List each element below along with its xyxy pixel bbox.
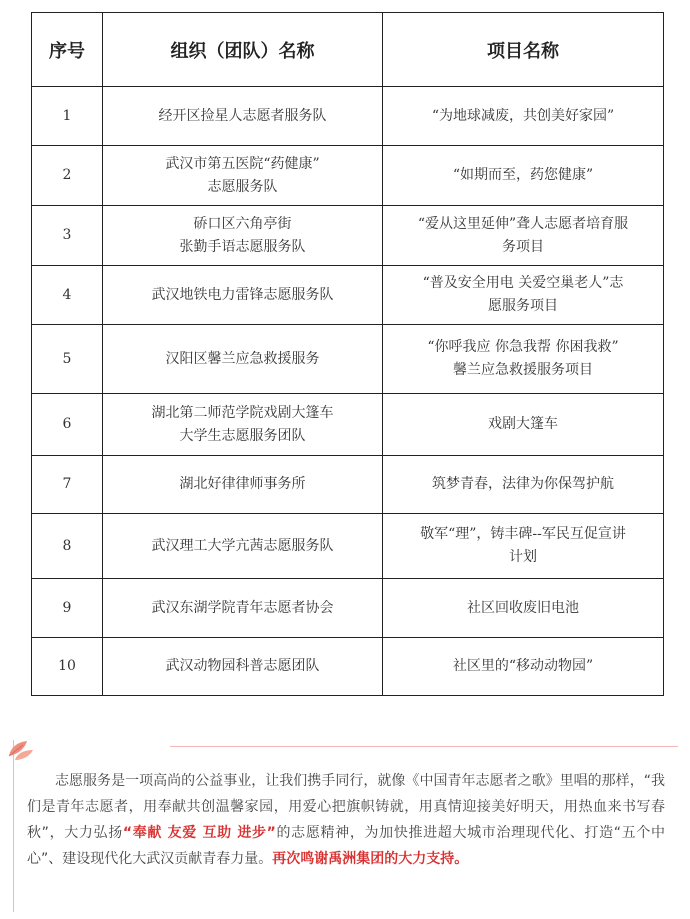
table-row (32, 456, 664, 514)
cell-number: 3 (32, 206, 103, 266)
cell-number: 4 (32, 266, 103, 325)
table-row (32, 514, 664, 579)
leaf-icon (5, 736, 35, 762)
note-text-part1: 志愿服务是一项高尚的公益事业，让我们携手同行，就像《中国青年志愿者之歌》里唱的那样，“我们是青年志愿者，用奉献共创温馨家园，用爱心把旗帜铸就，用真情迎接美好明天，用热血来书写春秋”，大力弘扬 (27, 773, 665, 841)
cell-number: 6 (32, 394, 103, 456)
cell-project: “你呼我应 你急我帮 你困我救” 馨兰应急救援服务项目 (383, 325, 664, 394)
note-text-part2: 的志愿精神，为加快推进超大城市治理现代化、打造“五个中心”、建设现代化大武汉贡献青春力量。 (27, 825, 665, 867)
cell-organization: 武汉地铁电力雷锋志愿服务队 (103, 266, 383, 325)
header-organization: 组织（团队）名称 (103, 13, 383, 87)
cell-number: 9 (32, 579, 103, 638)
note-thanks: 再次鸣谢禹洲集团的大力支持。 (272, 851, 469, 867)
header-project: 项目名称 (383, 13, 664, 87)
cell-project: 敬军“理”，铸丰碑--军民互促宣讲 计划 (383, 514, 664, 579)
note-slogan: “奉献 友爱 互助 进步” (122, 825, 276, 841)
cell-project: “如期而至，药您健康” (383, 146, 664, 206)
table-row (32, 266, 664, 325)
table-header-row (32, 13, 664, 87)
cell-organization: 武汉东湖学院青年志愿者协会 (103, 579, 383, 638)
table-row (32, 146, 664, 206)
cell-project: “普及安全用电 关爱空巢老人”志 愿服务项目 (383, 266, 664, 325)
table-row (32, 206, 664, 266)
cell-number: 1 (32, 87, 103, 146)
cell-organization: 武汉理工大学亢茜志愿服务队 (103, 514, 383, 579)
cell-project: “为地球减废，共创美好家园” (383, 87, 664, 146)
cell-project: 筑梦青春，法律为你保驾护航 (383, 456, 664, 514)
cell-project: “爱从这里延伸”聋人志愿者培育服 务项目 (383, 206, 664, 266)
cell-project: 社区回收废旧电池 (383, 579, 664, 638)
header-number: 序号 (32, 13, 103, 87)
cell-organization: 湖北第二师范学院戏剧大篷车 大学生志愿服务团队 (103, 394, 383, 456)
cell-project: 戏剧大篷车 (383, 394, 664, 456)
table-row (32, 394, 664, 456)
projects-table (31, 12, 664, 696)
cell-number: 2 (32, 146, 103, 206)
cell-organization: 武汉市第五医院“药健康” 志愿服务队 (103, 146, 383, 206)
cell-number: 8 (32, 514, 103, 579)
cell-organization: 武汉动物园科普志愿团队 (103, 638, 383, 696)
table-row (32, 325, 664, 394)
cell-organization: 汉阳区馨兰应急救援服务 (103, 325, 383, 394)
cell-number: 7 (32, 456, 103, 514)
cell-number: 10 (32, 638, 103, 696)
cell-number: 5 (32, 325, 103, 394)
table-row (32, 579, 664, 638)
closing-note (27, 768, 665, 872)
cell-organization: 湖北好律律师事务所 (103, 456, 383, 514)
cell-organization: 硚口区六角亭街 张勤手语志愿服务队 (103, 206, 383, 266)
cell-organization: 经开区捡星人志愿者服务队 (103, 87, 383, 146)
note-divider (170, 746, 678, 747)
table-row (32, 638, 664, 696)
projects-table-wrapper (31, 12, 663, 696)
cell-project: 社区里的“移动动物园” (383, 638, 664, 696)
table-row (32, 87, 664, 146)
